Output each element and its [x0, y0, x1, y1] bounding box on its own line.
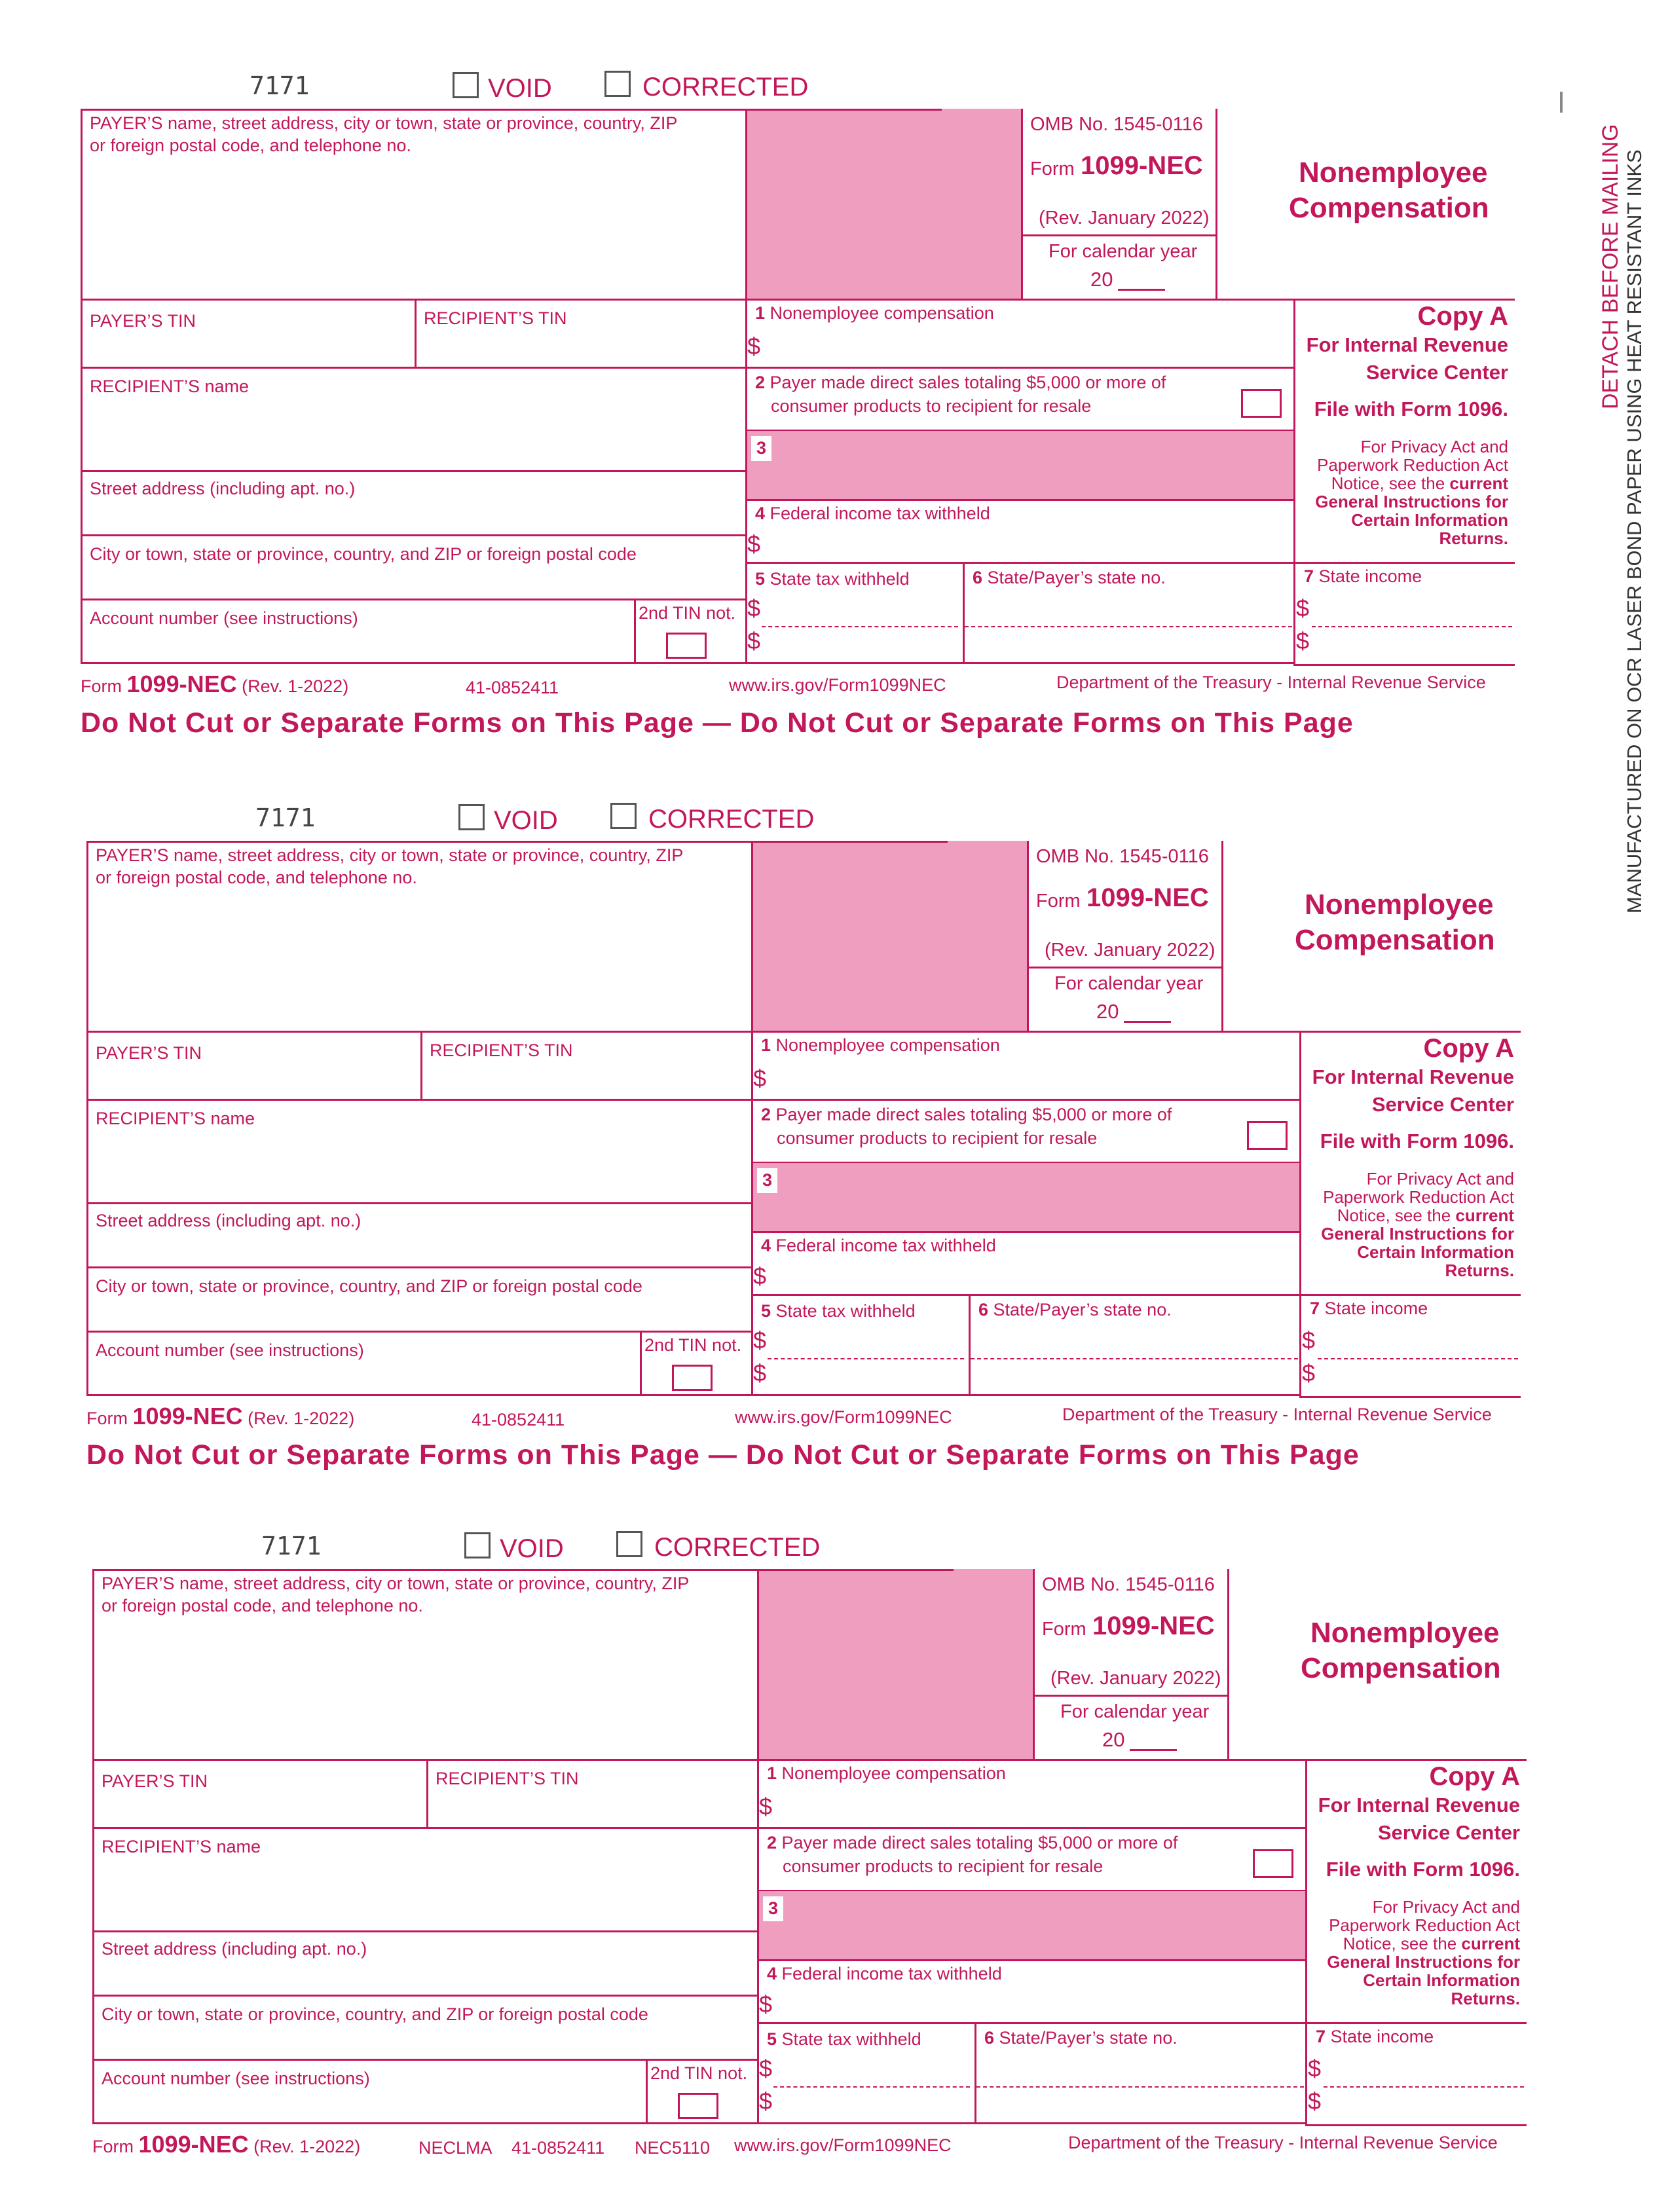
street-address-label[interactable]: Street address (including apt. no.) — [96, 1211, 362, 1230]
box7-dollar-2[interactable]: $ — [1308, 2088, 1322, 2114]
privacy-5: Certain Information — [1357, 1242, 1514, 1262]
void-checkbox[interactable] — [453, 72, 479, 98]
footer-ein: 41-0852411 — [466, 678, 559, 697]
box1-label: 1 Nonemployee compensation — [761, 1035, 1000, 1055]
footer-ein: 41-0852411 — [511, 2138, 605, 2158]
box4-label: 4 Federal income tax withheld — [755, 504, 990, 523]
box2-label-2: consumer products to recipient for resale — [777, 1128, 1098, 1148]
box2-label-2: consumer products to recipient for resale — [771, 396, 1092, 416]
privacy-3: Notice, see the current — [1331, 473, 1508, 493]
privacy-3: Notice, see the current — [1343, 1934, 1520, 1953]
box2-checkbox[interactable] — [1241, 389, 1282, 418]
box2-label-2: consumer products to recipient for resale — [783, 1856, 1104, 1876]
corrected-label: CORRECTED — [642, 73, 809, 101]
street-address-label[interactable]: Street address (including apt. no.) — [102, 1939, 367, 1959]
box3-shaded — [747, 431, 1293, 499]
privacy-4: General Instructions for — [1327, 1952, 1520, 1972]
box7-dollar-1[interactable]: $ — [1296, 595, 1310, 621]
year-prefix: 20 — [1096, 1000, 1119, 1023]
payer-tin-label[interactable]: PAYER’S TIN — [102, 1771, 208, 1791]
box2-checkbox[interactable] — [1253, 1849, 1293, 1878]
void-label: VOID — [494, 806, 558, 835]
box1-dollar[interactable]: $ — [753, 1065, 767, 1092]
form-number: 1099-NEC — [1086, 883, 1209, 912]
corrected-checkbox[interactable] — [604, 71, 631, 97]
privacy-2: Paperwork Reduction Act — [1323, 1187, 1514, 1207]
shaded-area-top — [753, 841, 1028, 1033]
form-word: Form — [1036, 891, 1081, 912]
corrected-checkbox[interactable] — [616, 1531, 642, 1557]
footer-form-id: Form 1099-NEC (Rev. 1-2022) — [81, 671, 349, 697]
box4-dollar[interactable]: $ — [753, 1263, 767, 1289]
form-title-1: Nonemployee — [1310, 1617, 1500, 1649]
box2-label: 2 Payer made direct sales totaling $5,000 or more of — [767, 1833, 1178, 1853]
box5-label: 5 State tax withheld — [761, 1301, 916, 1321]
form-title-1: Nonemployee — [1299, 157, 1488, 189]
irs-line-1: For Internal Revenue — [1312, 1065, 1514, 1088]
city-label[interactable]: City or town, state or province, country, and ZIP or foreign postal code — [90, 544, 637, 564]
account-number-label[interactable]: Account number (see instructions) — [90, 608, 358, 628]
box3-shaded — [759, 1891, 1305, 1959]
box5-dollar-2[interactable]: $ — [747, 627, 761, 654]
form-number: 1099-NEC — [1081, 151, 1203, 180]
file-with-1096: File with Form 1096. — [1314, 397, 1508, 420]
recipient-tin-label[interactable]: RECIPIENT’S TIN — [424, 308, 567, 328]
box7-label: 7 State income — [1316, 2027, 1434, 2046]
calendar-year-label: For calendar year — [1048, 241, 1198, 262]
box1-dollar[interactable]: $ — [747, 333, 761, 359]
void-label: VOID — [488, 74, 552, 103]
privacy-1: For Privacy Act and — [1372, 1897, 1520, 1917]
box5-dollar-2[interactable]: $ — [753, 1359, 767, 1386]
privacy-6: Returns. — [1439, 528, 1508, 548]
account-number-label[interactable]: Account number (see instructions) — [102, 2069, 370, 2088]
box4-label: 4 Federal income tax withheld — [761, 1236, 996, 1255]
payer-tin-label[interactable]: PAYER’S TIN — [90, 311, 196, 331]
box7-label: 7 State income — [1310, 1299, 1428, 1318]
omb-number: OMB No. 1545-0116 — [1036, 846, 1209, 867]
copy-a: Copy A — [1423, 1034, 1514, 1063]
year-prefix: 20 — [1102, 1728, 1125, 1751]
manufactured-on-ocr-text: MANUFACTURED ON OCR LASER BOND PAPER USING HEAT RESISTANT INKS — [1623, 149, 1646, 913]
form-title-2: Compensation — [1289, 192, 1489, 224]
payer-name-label: PAYER’S name, street address, city or town, state or province, country, ZIP — [102, 1574, 690, 1593]
box5-dollar-2[interactable]: $ — [759, 2088, 773, 2114]
recipient-tin-label[interactable]: RECIPIENT’S TIN — [436, 1769, 579, 1788]
street-address-label[interactable]: Street address (including apt. no.) — [90, 479, 356, 498]
box2-label: 2 Payer made direct sales totaling $5,000 or more of — [761, 1105, 1172, 1124]
void-checkbox[interactable] — [458, 804, 485, 830]
box3-number: 3 — [757, 1168, 777, 1193]
privacy-2: Paperwork Reduction Act — [1329, 1915, 1520, 1935]
file-with-1096: File with Form 1096. — [1326, 1858, 1520, 1881]
form-1099-nec-copy-1 — [81, 71, 1600, 752]
box7-dollar-2[interactable]: $ — [1302, 1359, 1316, 1386]
box4-dollar[interactable]: $ — [747, 530, 761, 557]
privacy-1: For Privacy Act and — [1360, 437, 1508, 456]
form-1099-nec-copy-2 — [86, 803, 1606, 1484]
box5-label: 5 State tax withheld — [755, 569, 910, 589]
irs-line-2: Service Center — [1377, 1821, 1520, 1844]
box3-number: 3 — [751, 436, 771, 461]
recipient-name-label[interactable]: RECIPIENT’S name — [102, 1837, 261, 1856]
irs-line-1: For Internal Revenue — [1318, 1794, 1520, 1816]
privacy-6: Returns. — [1445, 1261, 1514, 1280]
form-title-2: Compensation — [1295, 924, 1495, 956]
irs-line-2: Service Center — [1371, 1093, 1514, 1116]
footer-department: Department of the Treasury - Internal Revenue Service — [1068, 2133, 1498, 2152]
privacy-4: General Instructions for — [1315, 492, 1508, 511]
footer-url[interactable]: www.irs.gov/Form1099NEC — [735, 1407, 952, 1427]
footer-url[interactable]: www.irs.gov/Form1099NEC — [729, 675, 946, 695]
privacy-3: Notice, see the current — [1337, 1206, 1514, 1225]
box5-dollar-1[interactable]: $ — [759, 2055, 773, 2082]
box7-label: 7 State income — [1304, 566, 1422, 586]
privacy-1: For Privacy Act and — [1366, 1169, 1514, 1189]
form-number: 1099-NEC — [1092, 1612, 1215, 1640]
void-checkbox[interactable] — [464, 1532, 491, 1558]
privacy-5: Certain Information — [1363, 1970, 1520, 1990]
void-label: VOID — [500, 1534, 564, 1563]
irs-line-1: For Internal Revenue — [1306, 333, 1508, 356]
calendar-year-label: For calendar year — [1054, 973, 1204, 994]
irs-line-2: Service Center — [1365, 361, 1508, 384]
account-number-label[interactable]: Account number (see instructions) — [96, 1340, 364, 1360]
box7-dollar-2[interactable]: $ — [1296, 627, 1310, 654]
second-tin-checkbox[interactable] — [672, 1365, 713, 1391]
box4-label: 4 Federal income tax withheld — [767, 1964, 1002, 1983]
do-not-cut-warning: Do Not Cut or Separate Forms on This Page — Do Not Cut or Separate Forms on This Page — [86, 1439, 1360, 1471]
box1-dollar[interactable]: $ — [759, 1793, 773, 1820]
copy-a: Copy A — [1417, 302, 1508, 331]
form-word: Form — [1030, 158, 1075, 179]
payer-name-label: PAYER’S name, street address, city or town, state or province, country, ZIP — [90, 113, 678, 133]
privacy-2: Paperwork Reduction Act — [1317, 455, 1508, 475]
payer-name-label-2: or foreign postal code, and telephone no. — [90, 136, 411, 155]
box5-dollar-1[interactable]: $ — [753, 1327, 767, 1354]
city-label[interactable]: City or town, state or province, country, and ZIP or foreign postal code — [102, 2004, 648, 2024]
form-title-1: Nonemployee — [1305, 889, 1494, 921]
footer-ein: 41-0852411 — [472, 1410, 565, 1429]
recipient-name-label[interactable]: RECIPIENT’S name — [90, 377, 250, 396]
box2-checkbox[interactable] — [1247, 1121, 1288, 1150]
corrected-label: CORRECTED — [648, 805, 815, 834]
rev-date: (Rev. January 2022) — [1045, 940, 1215, 961]
do-not-cut-warning: Do Not Cut or Separate Forms on This Page — Do Not Cut or Separate Forms on This Page — [81, 707, 1354, 739]
privacy-4: General Instructions for — [1321, 1224, 1514, 1244]
corrected-checkbox[interactable] — [610, 803, 637, 829]
payer-tin-label[interactable]: PAYER’S TIN — [96, 1043, 202, 1063]
shaded-area-top — [747, 109, 1022, 301]
box2-label: 2 Payer made direct sales totaling $5,000 or more of — [755, 373, 1166, 392]
form-word: Form — [1042, 1619, 1086, 1640]
box1-label: 1 Nonemployee compensation — [767, 1763, 1006, 1783]
box4-dollar[interactable]: $ — [759, 1991, 773, 2018]
footer-url[interactable]: www.irs.gov/Form1099NEC — [734, 2135, 952, 2155]
form-1099-nec-copy-3 — [92, 1531, 1612, 2212]
file-with-1096: File with Form 1096. — [1320, 1130, 1514, 1152]
footer-neclma: NECLMA — [418, 2138, 492, 2158]
form-code: 7171 — [250, 71, 310, 100]
form-code: 7171 — [261, 1532, 322, 1560]
box7-dollar-1[interactable]: $ — [1302, 1327, 1316, 1354]
footer-form-id: Form 1099-NEC (Rev. 1-2022) — [86, 1403, 355, 1429]
second-tin-checkbox[interactable] — [666, 633, 707, 659]
year-prefix: 20 — [1090, 268, 1113, 291]
box6-label: 6 State/Payer’s state no. — [978, 1300, 1172, 1319]
omb-number: OMB No. 1545-0116 — [1030, 114, 1203, 135]
footer-form-id: Form 1099-NEC (Rev. 1-2022) — [92, 2131, 361, 2158]
form-title-2: Compensation — [1301, 1652, 1501, 1684]
second-tin-checkbox[interactable] — [678, 2093, 718, 2119]
payer-name-label: PAYER’S name, street address, city or town, state or province, country, ZIP — [96, 845, 684, 865]
city-label[interactable]: City or town, state or province, country, and ZIP or foreign postal code — [96, 1276, 642, 1296]
rev-date: (Rev. January 2022) — [1050, 1668, 1221, 1689]
shaded-area-top — [759, 1569, 1034, 1761]
second-tin-label: 2nd TIN not. — [639, 603, 736, 623]
box6-label: 6 State/Payer’s state no. — [973, 568, 1166, 587]
recipient-tin-label[interactable]: RECIPIENT’S TIN — [430, 1041, 573, 1060]
box7-dollar-1[interactable]: $ — [1308, 2055, 1322, 2082]
footer-nec5110: NEC5110 — [635, 2138, 711, 2158]
box5-dollar-1[interactable]: $ — [747, 595, 761, 621]
footer-department: Department of the Treasury - Internal Revenue Service — [1062, 1405, 1492, 1424]
box3-shaded — [753, 1163, 1299, 1231]
calendar-year-label: For calendar year — [1060, 1701, 1210, 1722]
privacy-6: Returns. — [1451, 1989, 1520, 2008]
box1-label: 1 Nonemployee compensation — [755, 303, 994, 323]
footer-department: Department of the Treasury - Internal Revenue Service — [1056, 673, 1486, 692]
box6-label: 6 State/Payer’s state no. — [984, 2028, 1178, 2048]
box5-label: 5 State tax withheld — [767, 2029, 921, 2049]
form-code: 7171 — [255, 803, 316, 832]
copy-a: Copy A — [1429, 1762, 1520, 1791]
payer-name-label-2: or foreign postal code, and telephone no. — [96, 868, 417, 887]
privacy-5: Certain Information — [1351, 510, 1508, 530]
rev-date: (Rev. January 2022) — [1039, 208, 1210, 229]
recipient-name-label[interactable]: RECIPIENT’S name — [96, 1109, 255, 1128]
payer-name-label-2: or foreign postal code, and telephone no. — [102, 1596, 423, 1615]
detach-before-mailing-text: DETACH BEFORE MAILING — [1598, 124, 1623, 409]
omb-number: OMB No. 1545-0116 — [1042, 1574, 1215, 1595]
box3-number: 3 — [763, 1896, 783, 1921]
second-tin-label: 2nd TIN not. — [644, 1335, 742, 1355]
second-tin-label: 2nd TIN not. — [650, 2063, 748, 2083]
corrected-label: CORRECTED — [654, 1533, 821, 1562]
